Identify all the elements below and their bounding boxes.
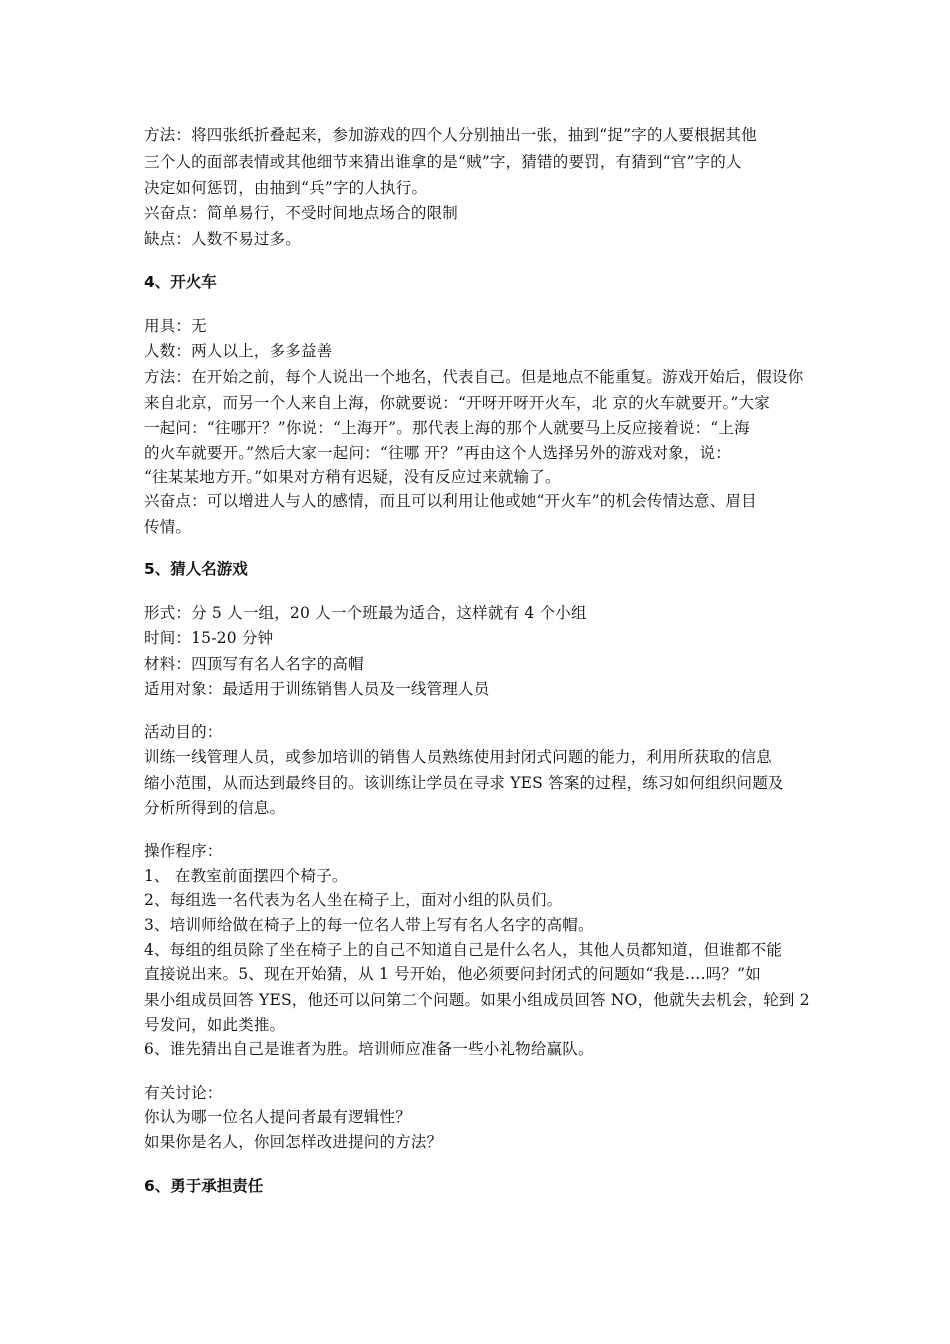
s3-drawback: 缺点：人数不易过多。 xyxy=(144,230,302,248)
s5-procedure-line-8: 6、谁先猜出自己是谁者为胜。培训师应准备一些小礼物给赢队。 xyxy=(144,1040,594,1058)
s5-form: 形式：分 5 人一组，20 人一个班最为适合，这样就有 4 个小组 xyxy=(144,604,587,622)
s5-discussion-line-2: 如果你是名人，你回怎样改进提问的方法？ xyxy=(144,1133,443,1151)
s5-procedure-line-2: 2、每组选一名代表为名人坐在椅子上，面对小组的队员们。 xyxy=(144,891,563,909)
s4-method-line-2: 来自北京，而另一个人来自上海，你就要说：“开呀开呀开火车，北 京的火车就要开。”大家 xyxy=(144,394,770,412)
s4-method-line-3: 一起问：“往哪开？”你说：“上海开”。那代表上海的那个人就要马上反应接着说：“上海 xyxy=(144,419,750,437)
section-4-heading: 4、开火车 xyxy=(144,273,217,291)
s4-method-line-1: 方法：在开始之前，每个人说出一个地名，代表自己。但是地点不能重复。游戏开始后，假设你 xyxy=(144,368,804,386)
s5-procedure-line-5: 直接说出来。5、现在开始猜，从 1 号开始，他必须要问封闭式的问题如“我是….吗？”如 xyxy=(144,965,761,983)
s3-method-line-2: 三个人的面部表情或其他细节来猜出谁拿的是“贼”字，猜错的要罚，有猜到“官”字的人 xyxy=(144,153,742,171)
s5-procedure-line-6: 果小组成员回答 YES，他还可以问第二个问题。如果小组成员回答 NO，他就失去机会，轮到 2 xyxy=(144,991,810,1009)
s4-method-line-4: 的火车就要开。”然后大家一起问：“往哪 开？”再由这个人选择另外的游戏对象，说： xyxy=(144,444,731,462)
s5-purpose-line-1: 训练一线管理人员，或参加培训的销售人员熟练使用封闭式问题的能力，利用所获取的信息 xyxy=(144,748,773,766)
s5-purpose-title: 活动目的： xyxy=(144,723,223,741)
s5-procedure-line-1: 1、 在教室前面摆四个椅子。 xyxy=(144,867,348,885)
s5-discussion-title: 有关讨论： xyxy=(144,1084,223,1102)
s4-people: 人数：两人以上，多多益善 xyxy=(144,342,333,360)
s4-tools: 用具：无 xyxy=(144,317,207,335)
section-5-heading: 5、猜人名游戏 xyxy=(144,560,248,578)
s4-highlight-line-2: 传情。 xyxy=(144,518,192,536)
s5-procedure-line-7: 号发问，如此类推。 xyxy=(144,1016,286,1034)
s5-procedure-line-3: 3、培训师给做在椅子上的每一位名人带上写有名人名字的高帽。 xyxy=(144,916,594,934)
s4-method-line-5: “往某某地方开。”如果对方稍有迟疑，没有反应过来就输了。 xyxy=(144,468,561,486)
s5-time: 时间：15-20 分钟 xyxy=(144,629,274,647)
s4-highlight-line-1: 兴奋点：可以增进人与人的感情，而且可以利用让他或她“开火车”的机会传情达意、眉目 xyxy=(144,492,757,510)
s3-method-line-3: 决定如何惩罚，由抽到“兵”字的人执行。 xyxy=(144,179,428,197)
s3-method-line-1: 方法：将四张纸折叠起来，参加游戏的四个人分别抽出一张，抽到“捉”字的人要根据其他 xyxy=(144,126,757,144)
s5-materials: 材料：四顶写有名人名字的高帽 xyxy=(144,655,364,673)
s3-highlight: 兴奋点：简单易行，不受时间地点场合的限制 xyxy=(144,204,459,222)
s5-purpose-line-2: 缩小范围，从而达到最终目的。该训练让学员在寻求 YES 答案的过程，练习如何组织问题及 xyxy=(144,774,784,792)
s5-discussion-line-1: 你认为哪一位名人提问者最有逻辑性？ xyxy=(144,1108,411,1126)
s5-audience: 适用对象：最适用于训练销售人员及一线管理人员 xyxy=(144,680,490,698)
s5-procedure-line-4: 4、每组的组员除了坐在椅子上的自己不知道自己是什么名人，其他人员都知道，但谁都不能 xyxy=(144,941,783,959)
s5-purpose-line-3: 分析所得到的信息。 xyxy=(144,799,286,817)
s5-procedure-title: 操作程序： xyxy=(144,842,223,860)
section-6-heading: 6、勇于承担责任 xyxy=(144,1177,264,1195)
